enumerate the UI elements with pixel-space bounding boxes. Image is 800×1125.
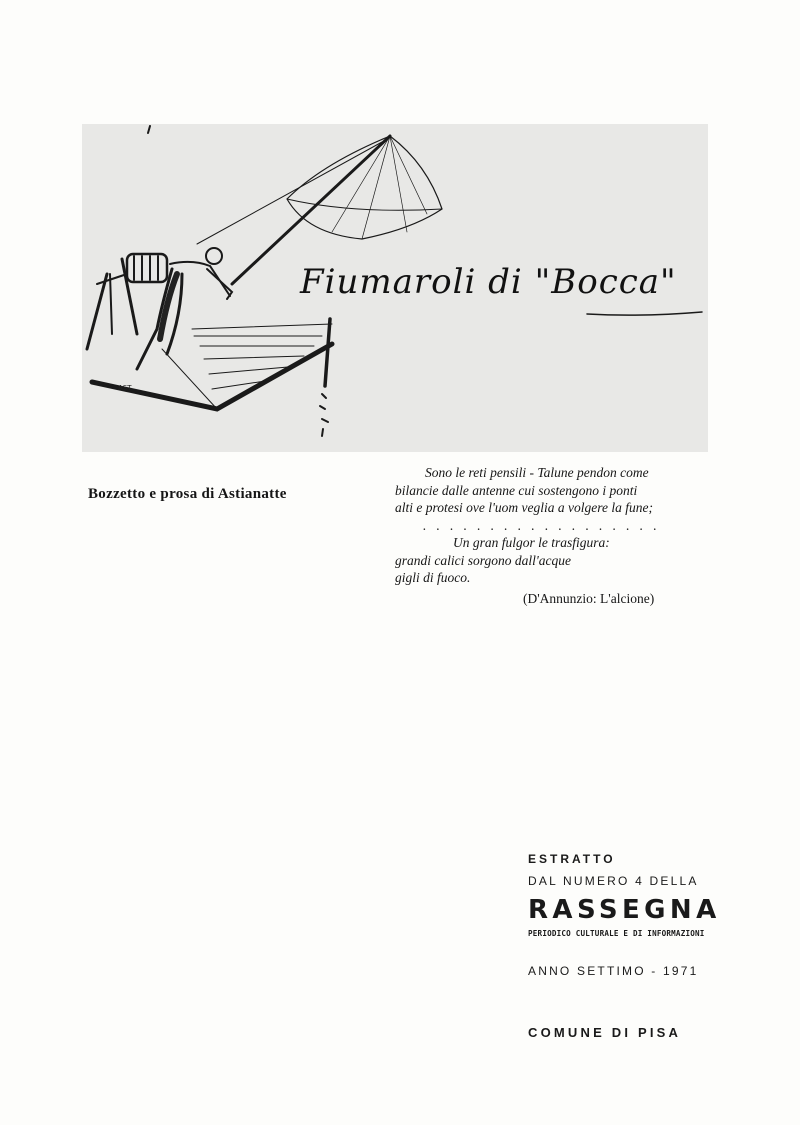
magazine-subtitle: PERIODICO CULTURALE E DI INFORMAZIONI xyxy=(528,929,705,938)
poem-line: alti e protesi ove l'uom veglia a volgere la fune; xyxy=(395,500,653,515)
poem-line: grandi calici sorgono dall'acque xyxy=(395,552,571,568)
epigraph-poem xyxy=(395,464,715,607)
poem-line: bilancie dalle antenne cui sostengono i ponti xyxy=(395,482,638,498)
colophon-label: ESTRATTO xyxy=(528,852,616,866)
poem-line: Un gran fulgor le trasfigura: xyxy=(453,535,610,550)
illustration xyxy=(82,124,708,452)
illustration-title: Fiumaroli di "Bocca" xyxy=(300,262,677,302)
poem-source: (D'Annunzio: L'alcione) xyxy=(523,590,655,606)
colophon xyxy=(528,852,721,1040)
poem-line: gigli di fuoco. xyxy=(395,570,471,585)
colophon-issue: DAL NUMERO 4 DELLA xyxy=(528,874,699,888)
publisher: COMUNE DI PISA xyxy=(528,1025,682,1040)
poem-ellipsis: . . . . . . . . . . . . . . . . . . xyxy=(423,517,661,533)
publication-year: ANNO SETTIMO - 1971 xyxy=(528,964,699,978)
magazine-title: RASSEGNA xyxy=(528,895,721,925)
byline: Bozzetto e prosa di Astianatte xyxy=(88,486,287,502)
poem-line: Sono le reti pensili - Talune pendon come xyxy=(425,465,649,480)
artist-signature: AST. xyxy=(118,384,133,392)
